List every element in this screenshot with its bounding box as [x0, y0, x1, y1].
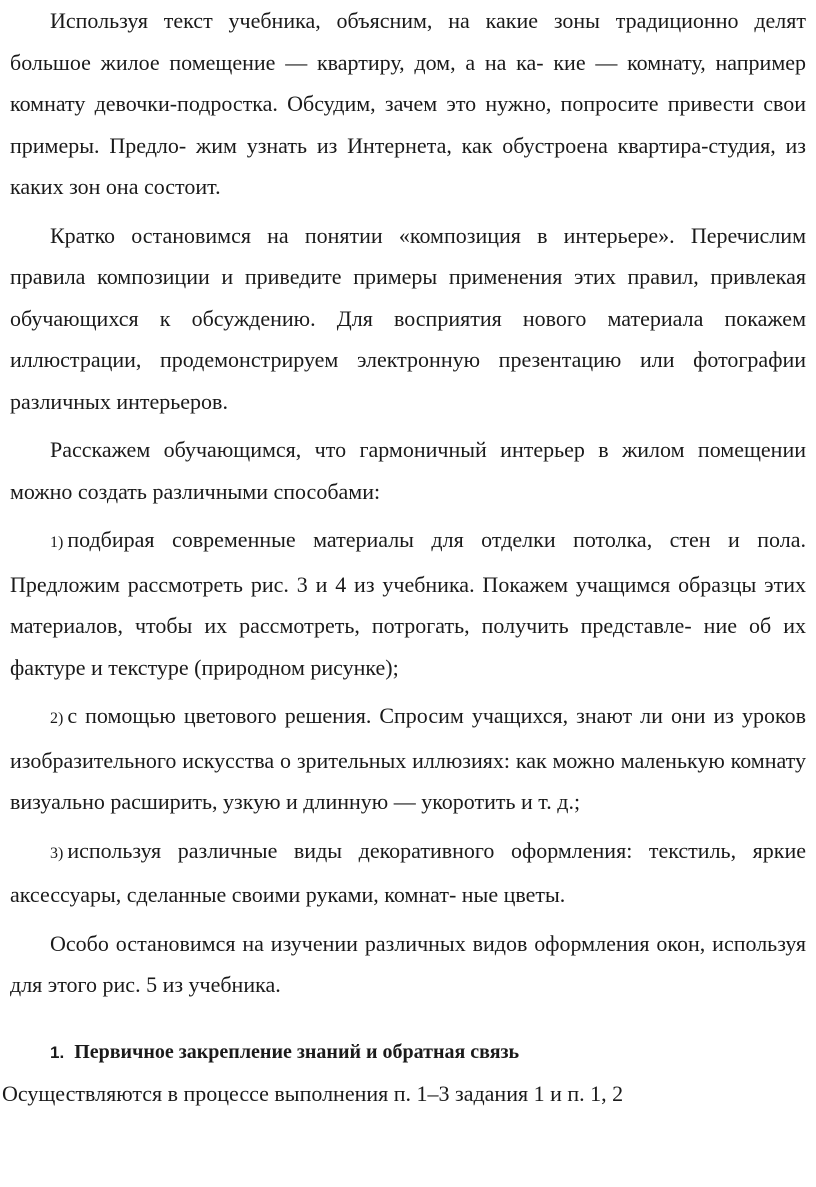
list-item-text: используя различные виды декоративного оформления: текстиль, яркие аксессуары, сделанные своими руками, комнат- ные цветы. — [10, 837, 806, 907]
list-item-text: подбирая современные материалы для отделки потолка, стен и пола. Предложим рассмотреть рис. 3 и 4 из учебника. Покажем учащимся образцы этих материалов, чтобы их рассмотреть, потрогать, получить представле- ние об их фактуре и текстуре (природном рисунке); — [10, 527, 806, 680]
document-page — [2, 0, 806, 1114]
list-item-number: 3) — [50, 844, 64, 862]
list-item — [10, 695, 806, 823]
list-item-number: 1) — [50, 534, 64, 551]
paragraph-windows: Особо остановимся на изучении различных видов оформления окон, используя для этого рис. 5 из учебника. — [10, 930, 806, 997]
paragraph-continuation: Осуществляются в процессе выполнения п. 1–3 задания 1 и п. 1, 2 — [2, 1080, 624, 1106]
list-item-text: с помощью цветового решения. Спросим учащихся, знают ли они из уроков изобразительного искусства о зрительных иллюзиях: как можно маленькую комнату визуально расширить, узкую и длинную — укоротить и т. д.; — [10, 703, 806, 814]
list-item-number: 2) — [50, 710, 64, 727]
paragraph-composition: Кратко остановимся на понятии «композиция в интерьере». Перечислим правила композиции и приведите примеры применения этих правил, привлекая обучающихся к обсуждению. Для восприятия нового материала покажем иллюстрации, продемонстрируем электронную презентацию или фотографии различных интерьеров. — [10, 222, 806, 414]
list-item — [10, 519, 806, 688]
section-number: 1. — [50, 1042, 65, 1062]
paragraph-zones: Используя текст учебника, объясним, на какие зоны традиционно делят большое жилое помещение — квартиру, дом, а на ка- кие — комнату, например комнату девочки-подростка. Обсудим, зачем это нужно, попросите привести свои примеры. Предло- жим узнать из Интернета, как обустроена квартира-студия, из каких зон она состоит. — [10, 8, 806, 199]
section-heading — [10, 1036, 806, 1069]
list-item — [10, 830, 806, 916]
section-title: Первичное закрепление знаний и обратная связь — [74, 1040, 520, 1063]
paragraph-harmony-intro: Расскажем обучающимся, что гармоничный интерьер в жилом помещении можно создать различными способами: — [10, 437, 806, 504]
